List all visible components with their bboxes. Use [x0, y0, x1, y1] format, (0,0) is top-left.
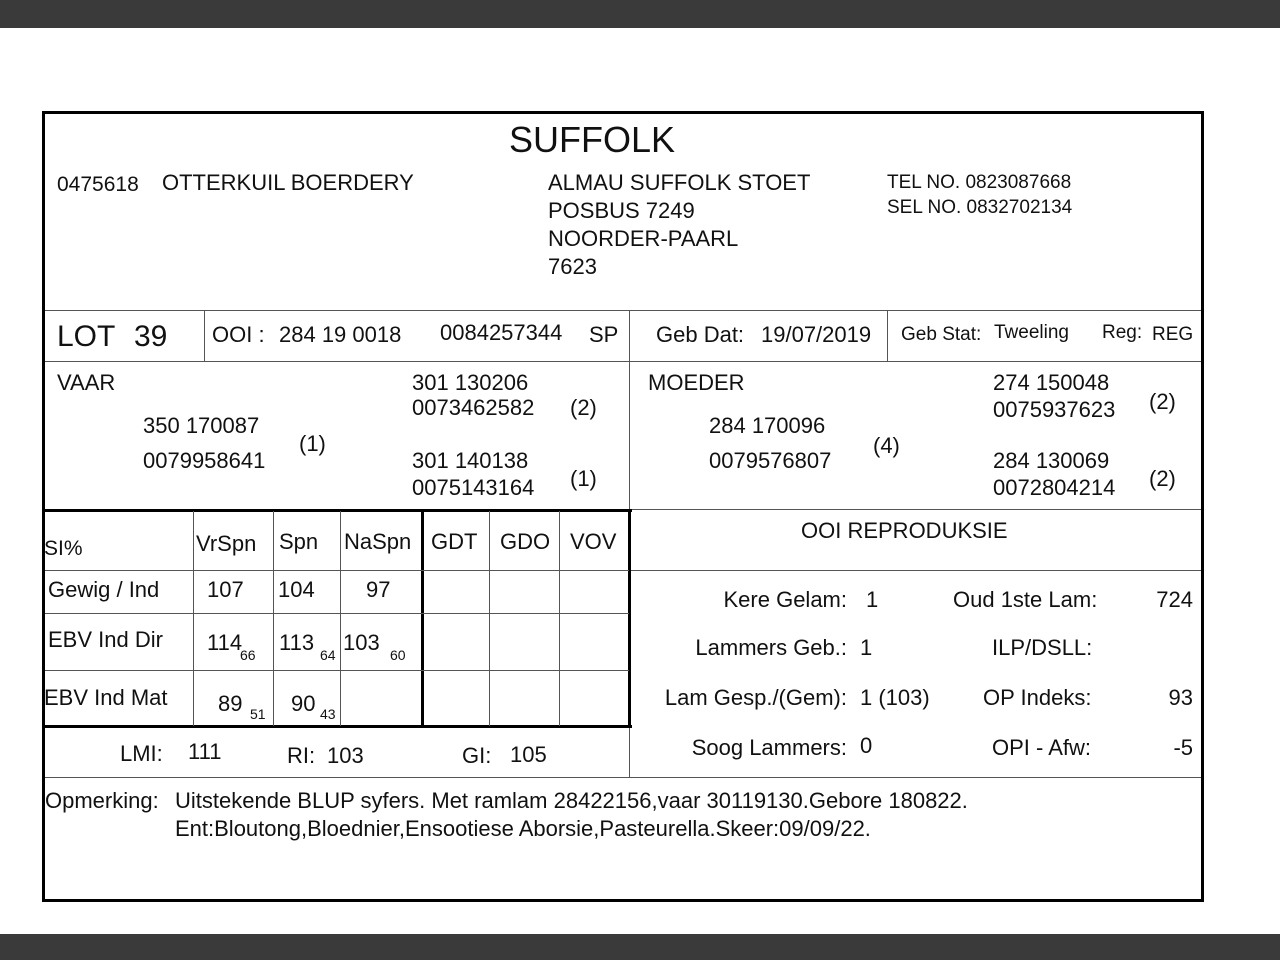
row-ebv-dir-spn-acc: 64 [320, 647, 336, 663]
gi-label: GI: [462, 743, 492, 768]
gi-value: 105 [510, 742, 547, 767]
remarks-line-1: Uitstekende BLUP syfers. Met ramlam 28422156,vaar 30119130.Gebore 180822. [175, 788, 968, 813]
header-vrspn: VrSpn [196, 531, 257, 556]
reproduction-title: OOI REPRODUKSIE [801, 518, 1008, 543]
sire-dam-reg: 0075143164 [412, 475, 535, 500]
divider-gebstat [887, 311, 888, 361]
header-gdt: GDT [431, 529, 478, 554]
divider-lot-row [45, 361, 1201, 362]
top-bar [0, 0, 1280, 28]
opi-value: -5 [1173, 735, 1193, 760]
stud-name: ALMAU SUFFOLK STOET [548, 170, 811, 195]
header-vov: VOV [570, 529, 617, 554]
row-ebv-dir-naspn: 103 [343, 630, 380, 655]
kere-gelam-label: Kere Gelam: [723, 587, 847, 612]
sire-dam-id: 301 140138 [412, 448, 529, 473]
lam-gesp-label: Lam Gesp./(Gem): [664, 685, 847, 710]
ewe-id: 284 19 0018 [279, 322, 402, 347]
ri-value: 103 [327, 743, 364, 768]
table-row-line-3 [45, 670, 629, 671]
dam-sire-count: (2) [1149, 389, 1176, 414]
breeder-name: OTTERKUIL BOERDERY [162, 170, 414, 195]
opi-label: OPI - Afw: [992, 735, 1092, 760]
dam-reg: 0079576807 [709, 448, 832, 473]
reg-label: Reg: [1102, 322, 1143, 343]
divider-reproduction-title [630, 570, 1201, 571]
birth-stat-label: Geb Stat: [901, 324, 982, 345]
row-ebv-dir-spn: 113 [279, 630, 315, 655]
row-ebv-dir-vrspn: 114 [207, 630, 243, 655]
row-ebv-mat-spn: 90 [291, 691, 316, 716]
birth-date: 19/07/2019 [761, 322, 872, 347]
row-ebv-mat-vrspn: 89 [218, 691, 243, 716]
table-bottom-border [42, 725, 632, 728]
stud-code: 7623 [548, 254, 597, 279]
header-spn: Spn [279, 529, 319, 554]
row-weight-spn: 104 [278, 577, 315, 602]
dam-id: 284 170096 [709, 413, 826, 438]
oud-value: 724 [1156, 587, 1193, 612]
row-ebv-dir-vrspn-acc: 66 [240, 647, 256, 663]
ewe-label: OOI : [212, 322, 265, 347]
header-naspn: NaSpn [344, 529, 412, 554]
row-weight-vrspn: 107 [207, 577, 244, 602]
row-ebv-mat-label: EBV Ind Mat [44, 685, 168, 710]
row-ebv-mat-vrspn-acc: 51 [250, 706, 266, 722]
table-row-line-2 [45, 613, 629, 614]
divider-remarks [45, 777, 1201, 778]
sire-sire-reg: 0073462582 [412, 395, 535, 420]
table-col-line-3 [340, 511, 341, 726]
sire-reg: 0079958641 [143, 448, 266, 473]
birth-date-label: Geb Dat: [656, 322, 745, 347]
sel-number: SEL NO. 0832702134 [887, 197, 1073, 218]
row-ebv-dir-label: EBV Ind Dir [48, 627, 163, 652]
lot-label: LOT [57, 320, 116, 353]
row-weight-naspn: 97 [366, 577, 391, 602]
lammers-geb-label: Lammers Geb.: [695, 635, 847, 660]
table-top-border [42, 509, 632, 512]
dam-count: (4) [873, 433, 900, 458]
lam-gesp-value: 1 (103) [860, 685, 930, 710]
sire-sire-count: (2) [570, 395, 597, 420]
lmi-label: LMI: [120, 741, 163, 766]
dam-dam-reg: 0072804214 [993, 475, 1116, 500]
sire-sire-id: 301 130206 [412, 370, 529, 395]
sire-count: (1) [299, 431, 326, 456]
ri-label: RI: [287, 743, 316, 768]
reg-value: REG [1152, 324, 1194, 345]
ewe-sp: SP [589, 322, 619, 347]
dam-sire-id: 274 150048 [993, 370, 1110, 395]
row-ebv-dir-naspn-acc: 60 [390, 647, 406, 663]
ilp-label: ILP/DSLL: [992, 635, 1093, 660]
divider-lot [204, 311, 205, 361]
oud-label: Oud 1ste Lam: [953, 587, 1098, 612]
sire-label: VAAR [57, 370, 116, 395]
breeder-number: 0475618 [57, 173, 139, 196]
sire-dam-count: (1) [570, 466, 597, 491]
birth-stat: Tweeling [994, 322, 1069, 343]
table-col-line-2 [273, 511, 274, 726]
dam-label: MOEDER [648, 370, 745, 395]
header-gdo: GDO [500, 529, 551, 554]
lot-number: 39 [134, 320, 168, 353]
remarks-line-2: Ent:Bloutong,Bloednier,Ensootiese Aborsie,Pasteurella.Skeer:09/09/22. [175, 816, 871, 841]
bottom-bar [0, 934, 1280, 960]
row-ebv-mat-spn-acc: 43 [320, 706, 336, 722]
tel-number: TEL NO. 0823087668 [887, 172, 1072, 193]
row-weight-label: Gewig / Ind [48, 577, 160, 602]
sire-id: 350 170087 [143, 413, 260, 438]
ewe-reg: 0084257344 [440, 320, 563, 345]
lammers-geb-value: 1 [860, 635, 873, 660]
lmi-value: 111 [188, 739, 222, 764]
stud-town: NOORDER-PAARL [548, 226, 739, 251]
divider-header [45, 310, 1201, 311]
table-right-border [628, 509, 631, 728]
op-value: 93 [1168, 685, 1193, 710]
table-col-line-4 [489, 511, 490, 726]
kere-gelam-value: 1 [866, 587, 879, 612]
dam-sire-reg: 0075937623 [993, 397, 1116, 422]
stud-box: POSBUS 7249 [548, 198, 695, 223]
dam-dam-count: (2) [1149, 466, 1176, 491]
remarks-label: Opmerking: [45, 788, 159, 813]
soog-label: Soog Lammers: [691, 735, 847, 760]
table-col-line-5 [559, 511, 560, 726]
op-label: OP Indeks: [983, 685, 1092, 710]
header-si: SI% [44, 537, 83, 560]
table-col-line-1 [193, 511, 194, 726]
soog-value: 0 [860, 733, 873, 758]
dam-dam-id: 284 130069 [993, 448, 1110, 473]
divider-pedigree-right [630, 509, 1201, 510]
table-row-line-1 [45, 570, 629, 571]
table-mid-border [421, 511, 424, 727]
breed-title: SUFFOLK [509, 119, 676, 160]
